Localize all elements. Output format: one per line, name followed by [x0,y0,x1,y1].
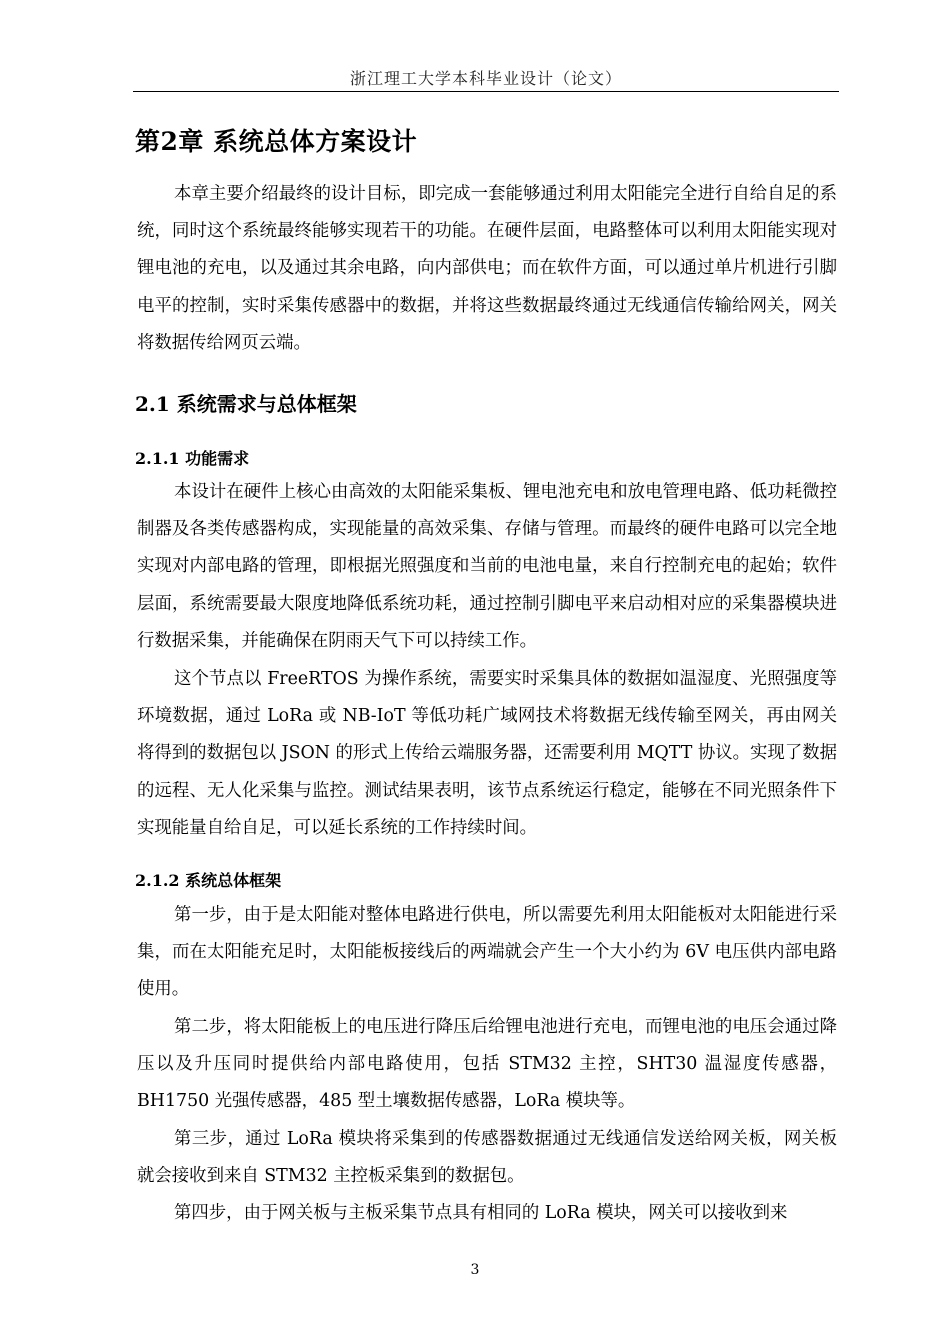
section-heading-2-1: 2.1 系统需求与总体框架 [135,392,357,416]
chapter-title: 第2章 系统总体方案设计 [135,127,418,156]
paragraph-step-1: 第一步，由于是太阳能对整体电路进行供电，所以需要先利用太阳能板对太阳能进行采集，而在太阳能充足时，太阳能板接线后的两端就会产生一个大小约为 6V 电压供内部电路使用。 [137,905,837,1000]
section-heading-2-1-2: 2.1.2 系统总体框架 [135,871,282,890]
paragraph-requirements-hardware: 本设计在硬件上核心由高效的太阳能采集板、锂电池充电和放电管理电路、低功耗微控制器及各类传感器构成，实现能量的高效采集、存储与管理。而最终的硬件电路可以完全地实现对内部电路的管理，即根据光照强度和当前的电池电量，来自行控制充电的起始；软件层面，系统需要最大限度地降低系统功耗，通过控制引脚电平来启动相对应的采集器模块进行数据采集，并能确保在阴雨天气下可以持续工作。 [137,482,837,651]
paragraph-step-3: 第三步，通过 LoRa 模块将采集到的传感器数据通过无线通信发送给网关板，网关板就会接收到来自 STM32 主控板采集到的数据包。 [137,1129,837,1187]
header-rule [133,91,839,92]
running-header: 浙江理工大学本科毕业设计（论文） [349,69,622,88]
paragraph-step-2: 第二步，将太阳能板上的电压进行降压后给锂电池进行充电，而锂电池的电压会通过降压以及升压同时提供给内部电路使用，包括 STM32 主控，SHT30 温湿度传感器，BH1750 光强传感器，485 型土壤数据传感器，LoRa 模块等。 [137,1017,837,1112]
intro-paragraph: 本章主要介绍最终的设计目标，即完成一套能够通过利用太阳能完全进行自给自足的系统，同时这个系统最终能够实现若干的功能。在硬件层面，电路整体可以利用太阳能实现对锂电池的充电，以及通过其余电路，向内部供电；而在软件方面，可以通过单片机进行引脚电平的控制，实时采集传感器中的数据，并将这些数据最终通过无线通信传输给网关，网关将数据传给网页云端。 [137,184,837,353]
page-number: 3 [470,1262,480,1278]
section-heading-2-1-1: 2.1.1 功能需求 [135,449,250,468]
paragraph-requirements-software: 这个节点以 FreeRTOS 为操作系统，需要实时采集具体的数据如温湿度、光照强度等环境数据，通过 LoRa 或 NB-IoT 等低功耗广域网技术将数据无线传输至网关，再由网关将得到的数据包以 JSON 的形式上传给云端服务器，还需要利用 MQTT 协议。实现了数据的远程、无人化采集与监控。测试结果表明，该节点系统运行稳定，能够在不同光照条件下实现能量自给自足，可以延长系统的工作持续时间。 [137,669,837,838]
paragraph-step-4: 第四步，由于网关板与主板采集节点具有相同的 LoRa 模块，网关可以接收到来 [174,1203,788,1223]
